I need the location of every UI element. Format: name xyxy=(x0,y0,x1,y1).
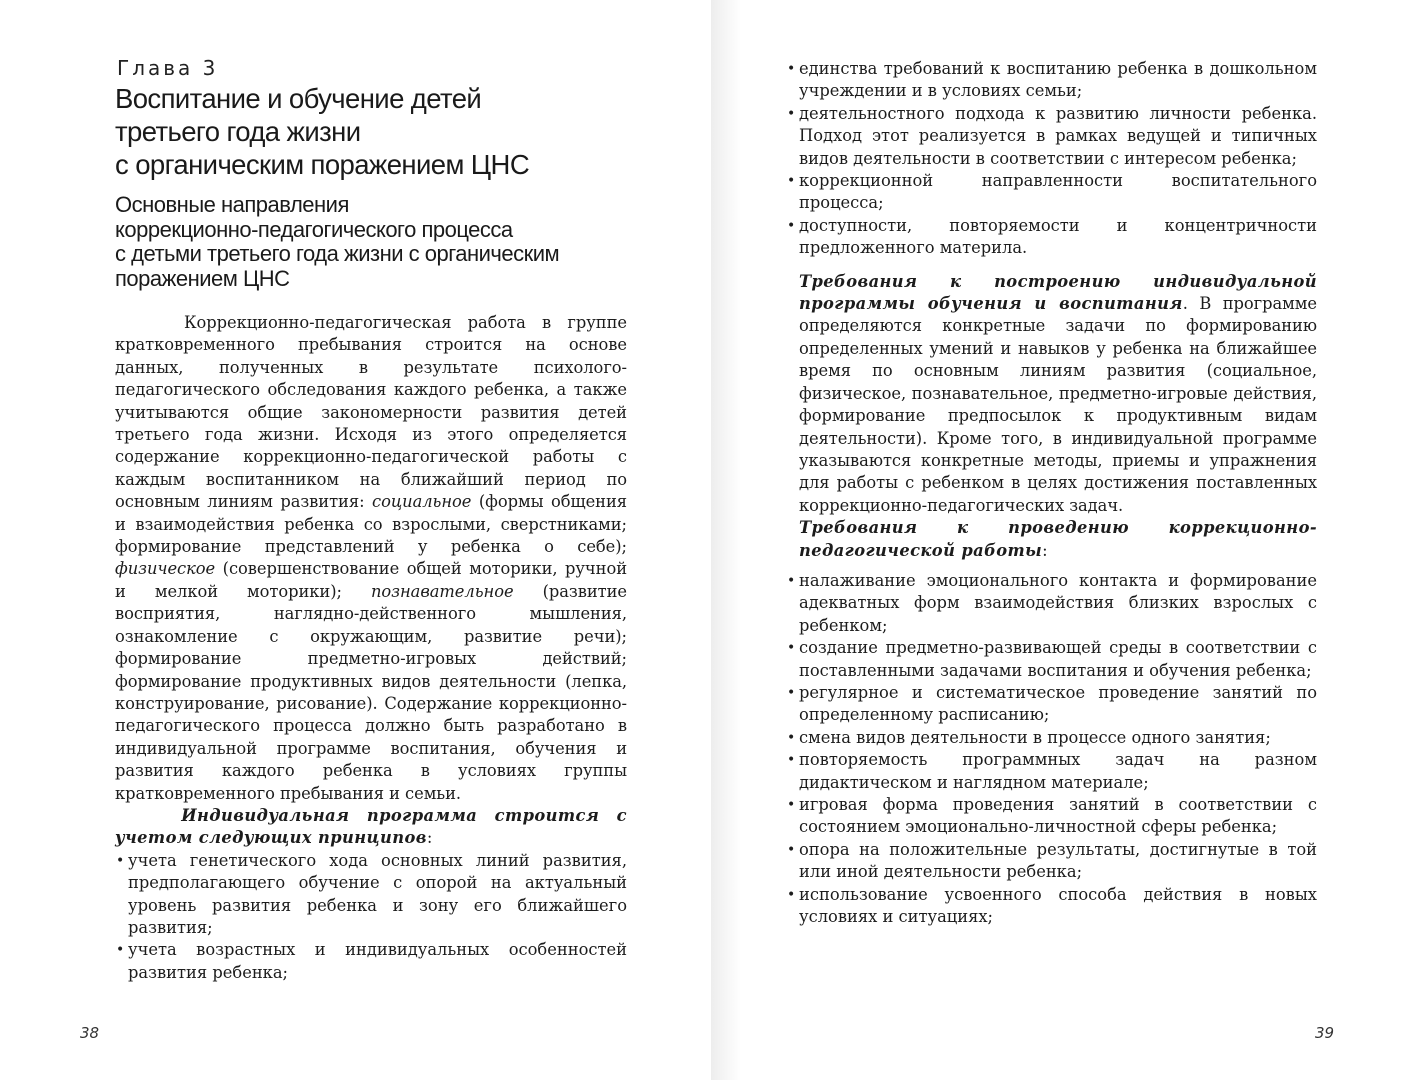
bullet-icon: • xyxy=(787,572,796,589)
list-item xyxy=(786,727,1317,749)
page-number-left: 38 xyxy=(80,1024,100,1042)
paragraph-text: (развитие восприятия, наглядно-действенного мышления, ознакомление с окружающим, развитие речи); формирование предметно-игровых действий; формирование продуктивных видов деятельности (лепка, конструирование, рисование). Содержание коррекционно-педагогического процесса должно быть разработано в индивидуальной программе воспитания, обучения и развития каждого ребенка в условиях группы кратковременного пребывания и семьи. xyxy=(115,581,627,803)
bullet-icon: • xyxy=(116,852,125,869)
colon: : xyxy=(1042,540,1048,560)
left-page xyxy=(0,0,711,1080)
list-item xyxy=(115,850,627,940)
bullet-icon: • xyxy=(787,61,796,77)
term-social: социальное xyxy=(372,492,472,512)
paragraph-text: . В программе определяются конкретные задачи по формированию определенных умений и навыков у ребенка на ближайшее время по основным линиям развития (социальное, физическое, познавательное, предметно-игровые действия, формирование предпосылок к продуктивным видам деятельности). Кроме того, в индивидуальной программе указываются конкретные методы, приемы и упражнения для работы с ребенком в целях достижения поставленных коррекционно-педагогических задач. xyxy=(799,294,1317,515)
bullet-icon: • xyxy=(787,640,796,657)
bullet-icon: • xyxy=(787,841,796,858)
bullet-icon: • xyxy=(787,105,796,122)
colon: : xyxy=(426,828,433,848)
list-item-text: единства требований к воспитанию ребенка в дошкольном учреждении и в условиях семьи; xyxy=(799,59,1317,101)
list-item-text: повторяемость программных задач на разном дидактическом и наглядном материале; xyxy=(799,750,1317,792)
paragraph-text: (формы общения и взаимодействия ребенка со взрослыми, сверстниками; формирование представлений у ребенка о себе); xyxy=(115,492,627,557)
chapter-title-line: Воспитание и обучение детей xyxy=(115,83,482,114)
list-item xyxy=(786,58,1317,103)
bullet-icon: • xyxy=(787,173,796,190)
bullet-icon: • xyxy=(787,684,796,701)
section-title-line: коррекционно-педагогического процесса xyxy=(115,216,513,242)
chapter-title xyxy=(115,82,627,181)
list-item xyxy=(786,884,1317,929)
page-number-right: 39 xyxy=(1315,1024,1335,1042)
left-column xyxy=(115,56,627,984)
lead-principles: Индивидуальная программа строится с учетом следующих принципов xyxy=(115,805,627,848)
chapter-label: Глава 3 xyxy=(117,56,219,80)
term-physical: физическое xyxy=(115,559,216,579)
paragraph-text: Коррекционно-педагогическая работа в группе кратковременного пребывания строится на основе данных, полученных в результате психолого-педагогического обследования каждого ребенка, а также учитываются общие закономерности развития детей третьего года жизни. Исходя из этого определяется содержание коррекционно-педагогической работы с каждым воспитанником на ближайший период по основным линиям развития: xyxy=(115,313,627,512)
list-item xyxy=(786,682,1317,727)
right-page xyxy=(711,0,1423,1080)
section-title xyxy=(115,193,627,291)
list-item xyxy=(786,103,1317,170)
list-item-text: использование усвоенного способа действия в новых условиях и ситуациях; xyxy=(799,884,1317,927)
list-item xyxy=(786,794,1317,839)
principles-list-continued xyxy=(786,58,1317,260)
lead-work-requirements: Требования к проведению коррекционно-педагогической работы xyxy=(799,518,1317,560)
list-item-text: доступности, повторяемости и концентричности предложенного материла. xyxy=(799,215,1317,258)
list-item-text: регулярное и систематическое проведение занятий по определенному расписанию; xyxy=(799,682,1317,725)
section-title-line: поражением ЦНС xyxy=(115,265,290,291)
list-item xyxy=(786,637,1317,682)
list-item xyxy=(786,570,1317,637)
list-item xyxy=(786,839,1317,884)
bullet-icon: • xyxy=(787,752,796,769)
bullet-icon: • xyxy=(787,729,796,746)
paragraph-work-requirements-lead xyxy=(799,517,1317,562)
section-title-line: Основные направления xyxy=(115,192,349,217)
bullet-icon: • xyxy=(787,217,796,234)
list-item-text: коррекционной направленности воспитательного процесса; xyxy=(799,171,1317,213)
paragraph-correction-work xyxy=(115,312,627,805)
list-item-text: деятельностного подхода к развитию личности ребенка. Подход этот реализуется в рамках ведущей и типичных видов деятельности в соответствии с интересом ребенка; xyxy=(799,103,1317,168)
list-item-text: опора на положительные результаты, достигнутые в той или иной деятельности ребенка; xyxy=(799,839,1317,882)
list-item-text: учета возрастных и индивидуальных особенностей развития ребенка; xyxy=(128,940,627,982)
list-item-text: создание предметно-развивающей среды в соответствии с поставленными задачами воспитания и обучения ребенка; xyxy=(799,638,1317,680)
section-title-line: с детьми третьего года жизни с органическим xyxy=(115,241,560,266)
list-item-text: налаживание эмоционального контакта и формирование адекватных форм взаимодействия близких взрослых с ребенком; xyxy=(799,570,1317,635)
principles-list xyxy=(115,850,627,984)
list-item xyxy=(786,170,1317,215)
paragraph-principles-lead xyxy=(115,805,627,850)
chapter-title-line: с органическим поражением ЦНС xyxy=(115,149,530,180)
list-item xyxy=(786,749,1317,794)
bullet-icon: • xyxy=(787,797,796,813)
list-item-text: учета генетического хода основных линий развития, предполагающего обучение с опорой на актуальный уровень развития ребенка и зону его ближайшего развития; xyxy=(128,850,627,937)
list-item xyxy=(115,939,627,984)
chapter-title-line: третьего года жизни xyxy=(115,116,361,147)
list-item-text: игровая форма проведения занятий в соответствии с состоянием эмоционально-личностной сферы ребенка; xyxy=(799,795,1317,837)
work-requirements-list xyxy=(786,570,1317,929)
bullet-icon: • xyxy=(787,886,796,903)
bullet-icon: • xyxy=(116,942,125,959)
term-cognitive: познавательное xyxy=(370,581,514,601)
paragraph-text: (совершенствование общей моторики, ручной и мелкой моторики); xyxy=(115,559,627,601)
right-column xyxy=(787,58,1317,928)
paragraph-program-requirements xyxy=(799,271,1317,517)
lead-program-requirements: Требования к построению индивидуальной программы обучения и воспитания xyxy=(799,271,1317,314)
list-item-text: смена видов деятельности в процессе одного занятия; xyxy=(799,727,1271,747)
list-item xyxy=(786,215,1317,260)
